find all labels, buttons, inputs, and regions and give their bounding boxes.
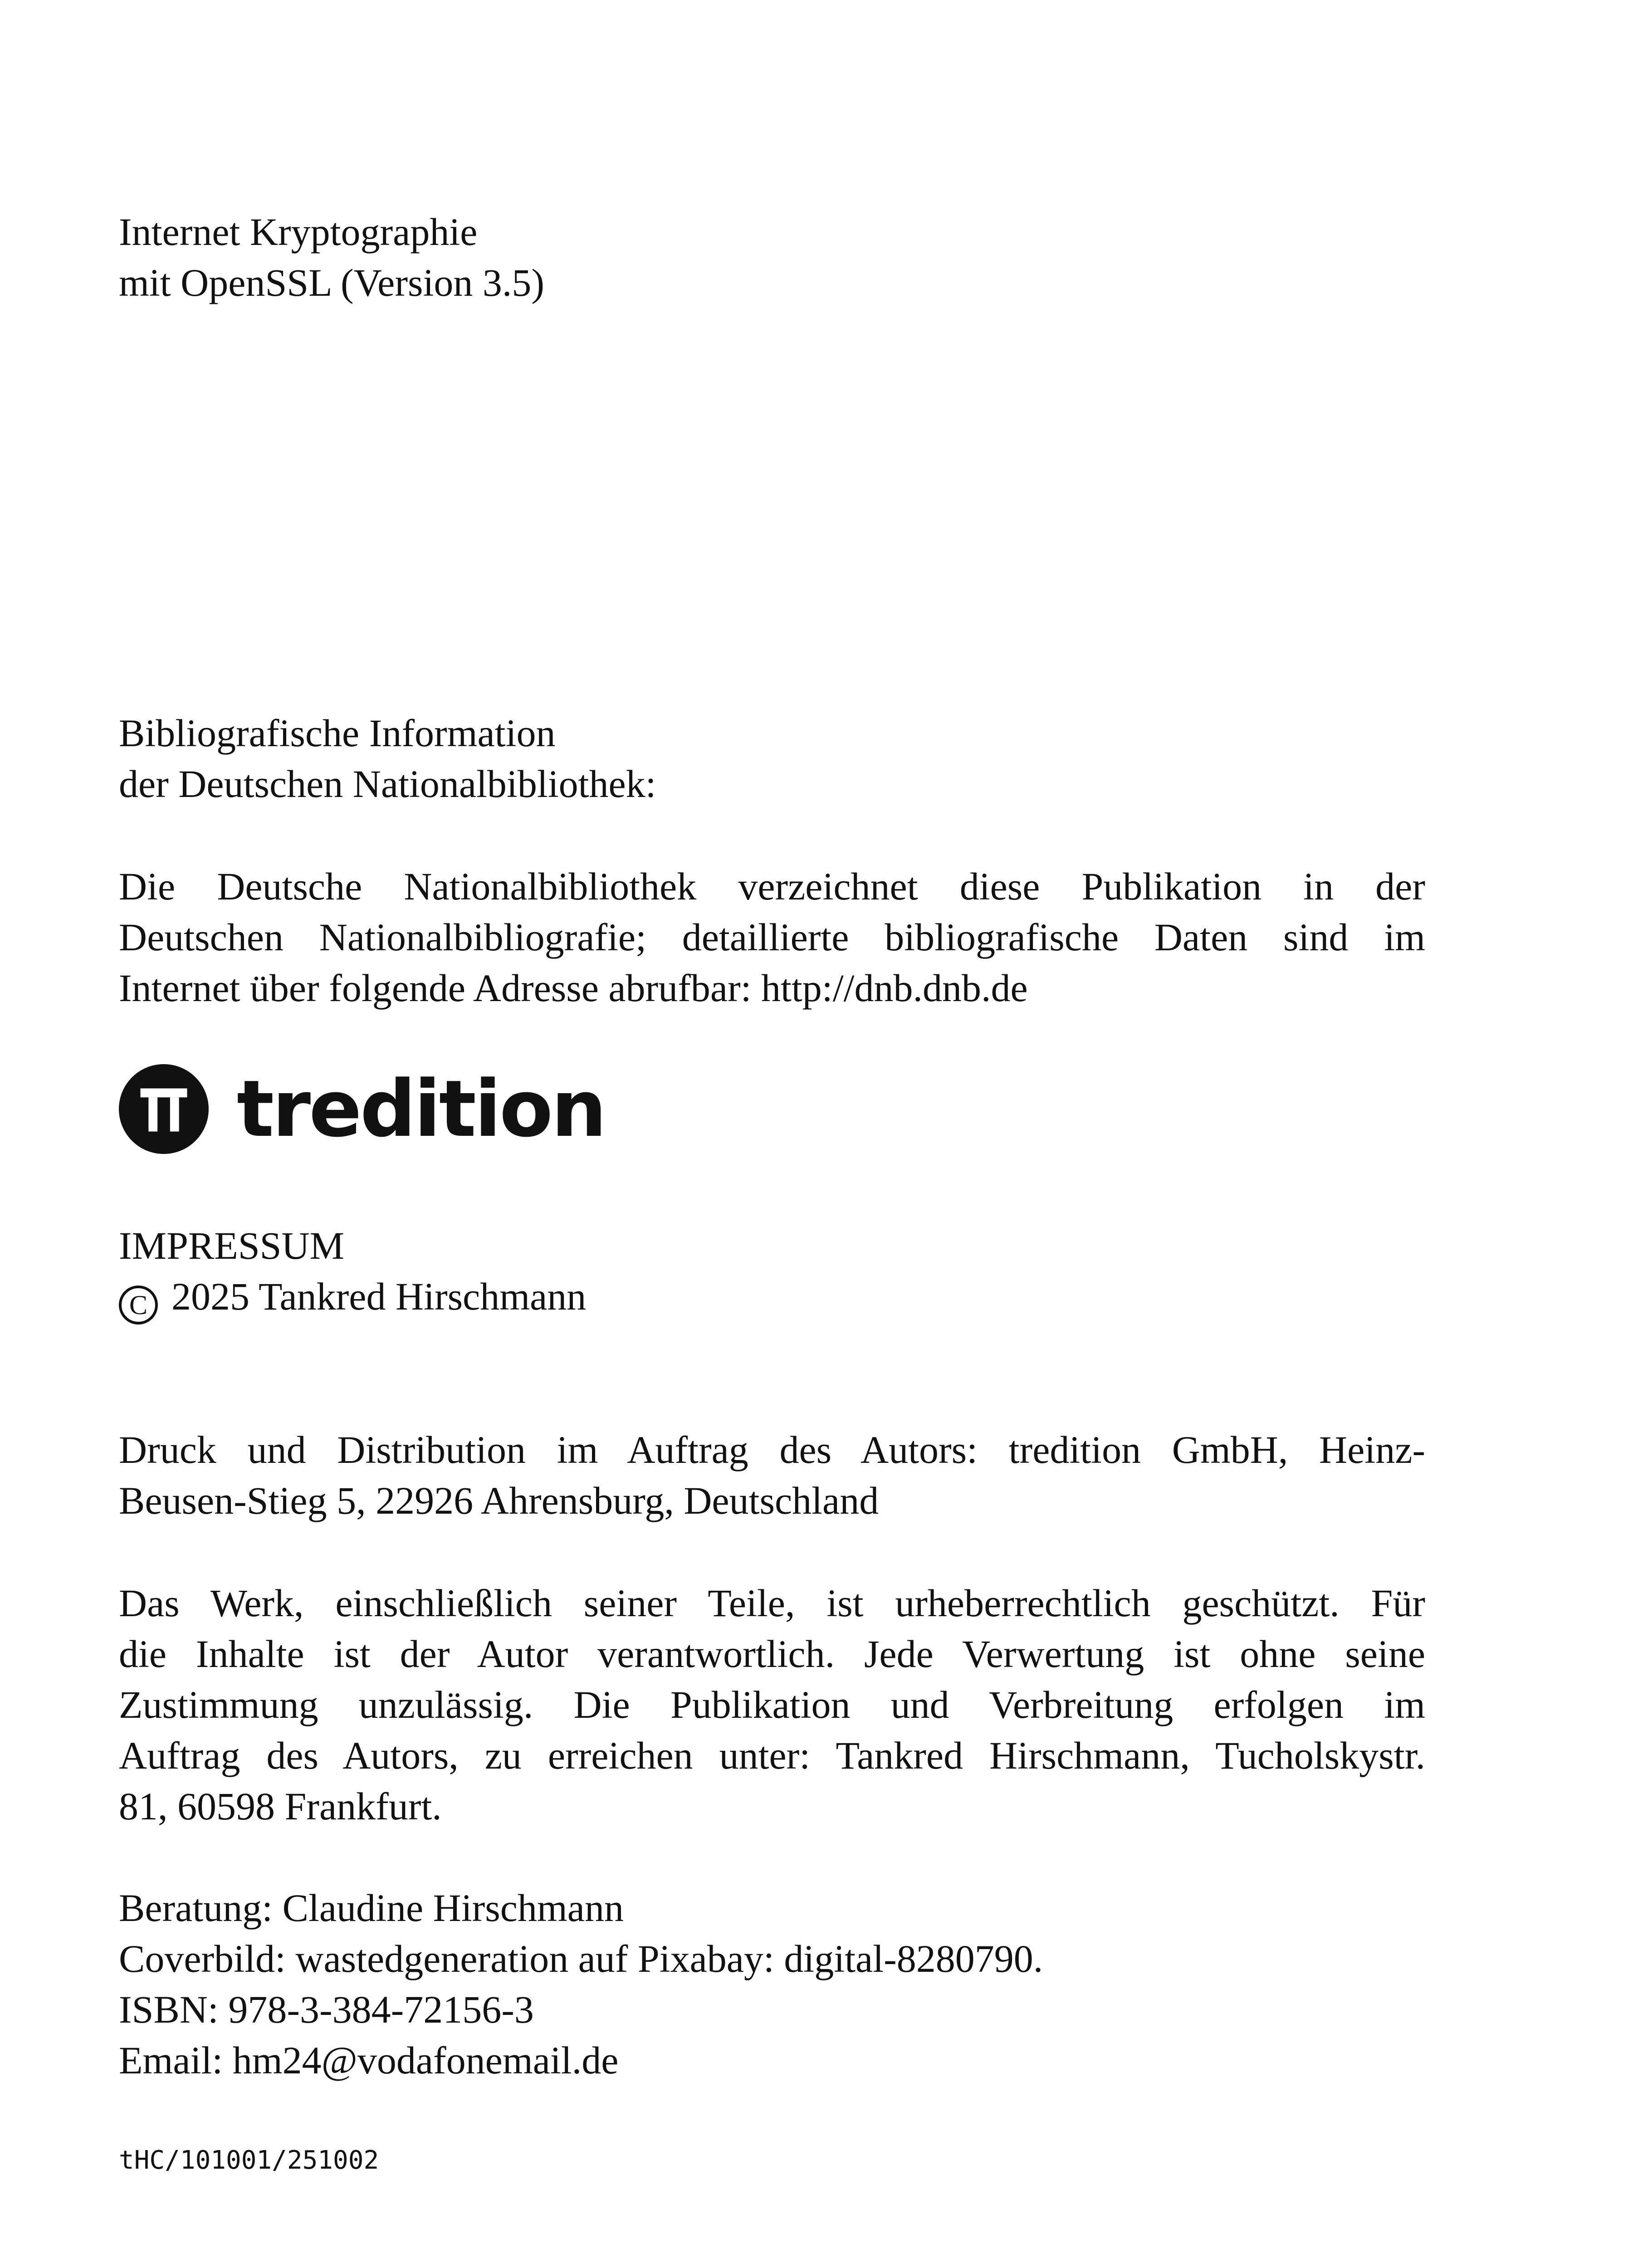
bibliographic-text-line-1: Die Deutsche Nationalbibliothek verzeichnet diese Publikation in der: [119, 865, 1425, 908]
copyright-text: 2025 Tankred Hirschmann: [171, 1275, 587, 1318]
bibliographic-heading-line-2: der Deutschen Nationalbibliothek:: [119, 762, 656, 806]
book-title-line-2: mit OpenSSL (Version 3.5): [119, 261, 544, 304]
email-line: Email: hm24@vodafonemail.de: [119, 2038, 619, 2082]
rights-line-2: die Inhalte ist der Autor verantwortlich. Jede Verwertung ist ohne seine: [119, 1632, 1425, 1676]
distribution-line-2: Beusen-Stieg 5, 22926 Ahrensburg, Deutschland: [119, 1479, 879, 1522]
copyright-line: [119, 1271, 586, 1325]
tredition-logo: [119, 1061, 605, 1157]
rights-line-1: Das Werk, einschließlich seiner Teile, ist urheberrechtlich geschützt. Für: [119, 1581, 1425, 1625]
isbn-line: ISBN: 978-3-384-72156-3: [119, 1988, 534, 2031]
tredition-logo-icon: [119, 1064, 209, 1154]
beratung-line: Beratung: Claudine Hirschmann: [119, 1886, 624, 1930]
impressum-heading: IMPRESSUM: [119, 1224, 345, 1267]
rights-line-4: Auftrag des Autors, zu erreichen unter: Tankred Hirschmann, Tucholskystr.: [119, 1734, 1425, 1777]
rights-line-3: Zustimmung unzulässig. Die Publikation und Verbreitung erfolgen im: [119, 1683, 1425, 1726]
bibliographic-text-line-2: Deutschen Nationalbibliografie; detaillierte bibliografische Daten sind im: [119, 915, 1425, 959]
bibliographic-heading-line-1: Bibliografische Information: [119, 711, 556, 755]
coverbild-line: Coverbild: wastedgeneration auf Pixabay: digital-8280790.: [119, 1937, 1043, 1980]
print-code: tHC/101001/251002: [119, 2146, 379, 2175]
rights-line-5: 81, 60598 Frankfurt.: [119, 1784, 442, 1828]
copyright-icon: C: [119, 1286, 158, 1325]
bibliographic-text-line-3: Internet über folgende Adresse abrufbar: http://dnb.dnb.de: [119, 966, 1028, 1010]
tredition-wordmark: tredition: [237, 1063, 605, 1154]
distribution-line-1: Druck und Distribution im Auftrag des Autors: tredition GmbH, Heinz-: [119, 1428, 1425, 1471]
book-title-line-1: Internet Kryptographie: [119, 210, 478, 254]
